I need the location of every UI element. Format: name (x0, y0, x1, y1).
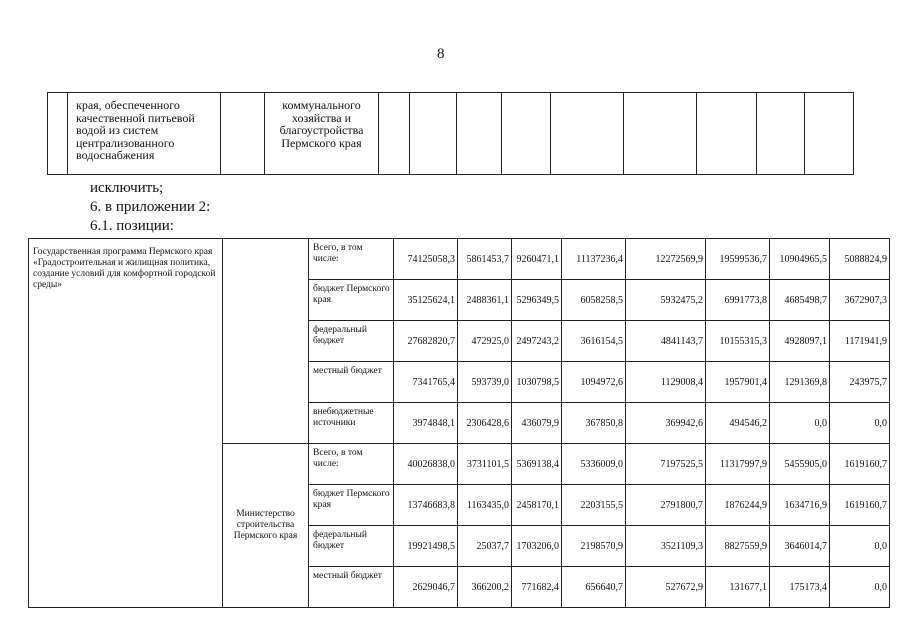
amount-cell: 19921498,5 (394, 526, 458, 567)
amount-cell: 5336009,0 (562, 444, 626, 485)
amount-cell: 6058258,5 (562, 280, 626, 321)
amount-cell: 3616154,5 (562, 321, 626, 362)
amount-cell: 19599536,7 (706, 239, 770, 280)
amount-cell: 13746683,8 (394, 485, 458, 526)
amount-cell: 527672,9 (626, 567, 706, 608)
table-row (48, 93, 854, 175)
amount-cell: 5861453,7 (458, 239, 512, 280)
amount-cell: 2497243,2 (512, 321, 562, 362)
amount-cell: 472925,0 (458, 321, 512, 362)
amount-cell: 2791800,7 (626, 485, 706, 526)
responsible-empty-cell (223, 239, 309, 444)
amount-cell: 131677,1 (706, 567, 770, 608)
amount-cell: 771682,4 (512, 567, 562, 608)
amount-cell: 10155315,3 (706, 321, 770, 362)
continued-table (47, 92, 854, 175)
amount-cell: 1094972,6 (562, 362, 626, 403)
responsible-cell: коммунального хозяйства и благоустройства Пермского края (265, 93, 379, 175)
amount-cell: 3521109,3 (626, 526, 706, 567)
amount-cell: 1957901,4 (706, 362, 770, 403)
amount-cell: 1291369,8 (770, 362, 830, 403)
amount-cell: 0,0 (830, 403, 890, 444)
amount-cell: 6991773,8 (706, 280, 770, 321)
amount-cell: 4928097,1 (770, 321, 830, 362)
amount-cell: 2488361,1 (458, 280, 512, 321)
amount-cell: 1163435,0 (458, 485, 512, 526)
amount-cell: 5369138,4 (512, 444, 562, 485)
amount-cell: 1129008,4 (626, 362, 706, 403)
amount-cell: 1876244,9 (706, 485, 770, 526)
program-name-cell: Государственная программа Пермского края «Градостроительная и жилищная политика, создание условий для комфортной городской среды» (29, 239, 223, 608)
funding-source-cell: Всего, в том числе: (309, 239, 394, 280)
table-row (29, 239, 890, 280)
amount-cell: 7197525,5 (626, 444, 706, 485)
amount-cell: 366200,2 (458, 567, 512, 608)
amount-cell: 436079,9 (512, 403, 562, 444)
amount-cell: 25037,7 (458, 526, 512, 567)
amount-cell: 10904965,5 (770, 239, 830, 280)
amount-cell: 5455905,0 (770, 444, 830, 485)
amount-cell: 1703206,0 (512, 526, 562, 567)
page-number: 8 (437, 46, 445, 62)
budget-table (28, 238, 890, 608)
funding-source-cell: федеральный бюджет (309, 321, 394, 362)
amount-cell: 3731101,5 (458, 444, 512, 485)
amount-cell: 5296349,5 (512, 280, 562, 321)
funding-source-cell: бюджет Пермского края (309, 280, 394, 321)
amount-cell: 3646014,7 (770, 526, 830, 567)
amount-cell: 2203155,5 (562, 485, 626, 526)
funding-source-cell: местный бюджет (309, 362, 394, 403)
funding-source-cell: местный бюджет (309, 567, 394, 608)
amount-cell: 0,0 (830, 567, 890, 608)
amount-cell: 7341765,4 (394, 362, 458, 403)
amount-cell: 494546,2 (706, 403, 770, 444)
amount-cell: 369942,6 (626, 403, 706, 444)
amount-cell: 1619160,7 (830, 444, 890, 485)
amount-cell: 1171941,9 (830, 321, 890, 362)
funding-source-cell: федеральный бюджет (309, 526, 394, 567)
amount-cell: 3974848,1 (394, 403, 458, 444)
amount-cell: 27682820,7 (394, 321, 458, 362)
amount-cell: 74125058,3 (394, 239, 458, 280)
indicator-name-cell: края, обеспеченного качественной питьевой водой из систем централизованного водоснабжения (68, 93, 221, 175)
amount-cell: 2306428,6 (458, 403, 512, 444)
amount-cell: 2458170,1 (512, 485, 562, 526)
amount-cell: 243975,7 (830, 362, 890, 403)
amount-cell: 35125624,1 (394, 280, 458, 321)
amount-cell: 40026838,0 (394, 444, 458, 485)
paragraph-exclude: исключить; (90, 180, 164, 196)
amount-cell: 0,0 (770, 403, 830, 444)
paragraph-positions: 6.1. позиции: (90, 218, 174, 234)
amount-cell: 2629046,7 (394, 567, 458, 608)
amount-cell: 4685498,7 (770, 280, 830, 321)
amount-cell: 11317997,9 (706, 444, 770, 485)
amount-cell: 3672907,3 (830, 280, 890, 321)
amount-cell: 175173,4 (770, 567, 830, 608)
amount-cell: 1634716,9 (770, 485, 830, 526)
funding-source-cell: внебюджетные источники (309, 403, 394, 444)
amount-cell: 1030798,5 (512, 362, 562, 403)
funding-source-cell: Всего, в том числе: (309, 444, 394, 485)
amount-cell: 8827559,9 (706, 526, 770, 567)
amount-cell: 4841143,7 (626, 321, 706, 362)
amount-cell: 367850,8 (562, 403, 626, 444)
amount-cell: 656640,7 (562, 567, 626, 608)
amount-cell: 1619160,7 (830, 485, 890, 526)
amount-cell: 12272569,9 (626, 239, 706, 280)
amount-cell: 5088824,9 (830, 239, 890, 280)
paragraph-appendix: 6. в приложении 2: (90, 199, 211, 215)
amount-cell: 0,0 (830, 526, 890, 567)
amount-cell: 9260471,1 (512, 239, 562, 280)
amount-cell: 593739,0 (458, 362, 512, 403)
amount-cell: 11137236,4 (562, 239, 626, 280)
amount-cell: 5932475,2 (626, 280, 706, 321)
funding-source-cell: бюджет Пермского края (309, 485, 394, 526)
amount-cell: 2198570,9 (562, 526, 626, 567)
responsible-cell: Министерство строительства Пермского края (223, 444, 309, 608)
